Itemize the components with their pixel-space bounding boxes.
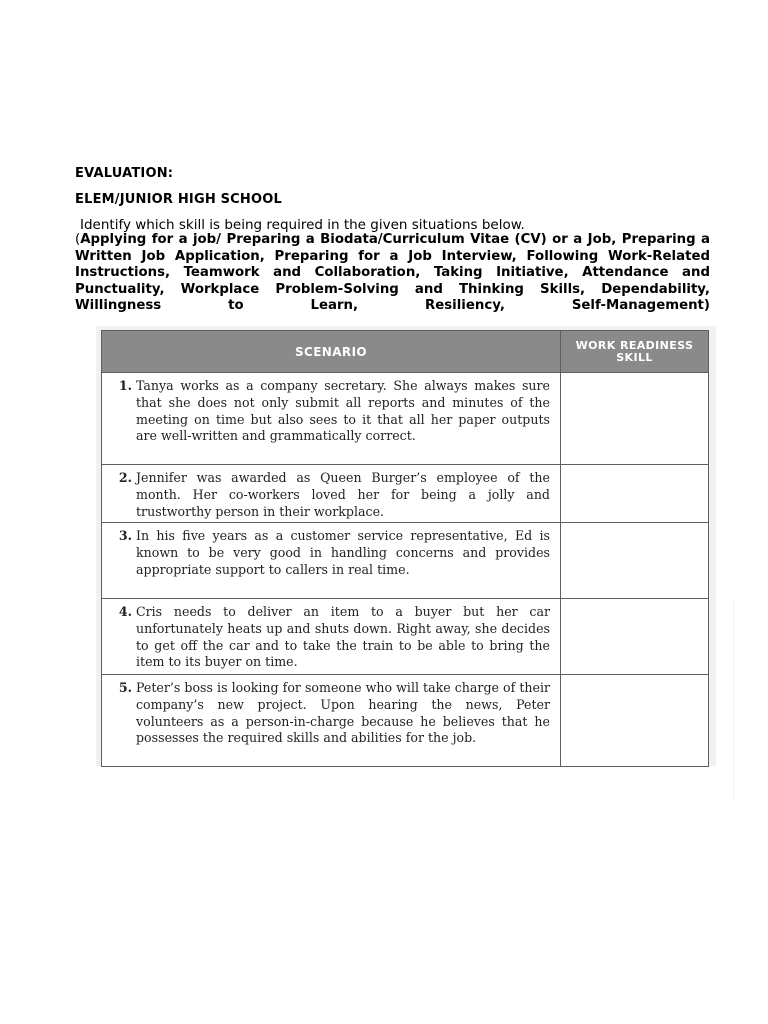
- skill-answer-cell[interactable]: [561, 599, 709, 675]
- skill-answer-cell[interactable]: [561, 523, 709, 599]
- scenario-cell: [102, 675, 561, 767]
- scenario-table: [101, 330, 709, 767]
- scenario-number: 3.: [118, 528, 132, 543]
- table-row: [102, 465, 709, 523]
- table-row: [102, 373, 709, 465]
- scenario-number: 5.: [118, 680, 132, 695]
- skill-answer-cell[interactable]: [561, 373, 709, 465]
- scenario-number: 4.: [118, 604, 132, 619]
- skill-answer-cell[interactable]: [561, 675, 709, 767]
- level-heading: ELEM/JUNIOR HIGH SCHOOL: [75, 192, 282, 207]
- scenario-text: Jennifer was awarded as Queen Burger’s employee of the month. Her co-workers loved her for being a jolly and trustworthy person in their workplace.: [136, 470, 550, 519]
- table-row: [102, 599, 709, 675]
- scenario-number: 1.: [118, 378, 132, 393]
- scenario-cell: [102, 523, 561, 599]
- skills-open-paren: (: [75, 232, 81, 247]
- scenario-column-header: SCENARIO: [102, 331, 561, 373]
- scenario-number: 2.: [118, 470, 132, 485]
- scenario-cell: [102, 373, 561, 465]
- table-header-row: [102, 331, 709, 373]
- scenario-text: Tanya works as a company secretary. She always makes sure that she does not only submit all reports and minutes of the meeting on time but also sees to it that all her paper outputs are well-written and grammatically correct.: [136, 378, 550, 444]
- skill-answer-cell[interactable]: [561, 465, 709, 523]
- skill-column-header: WORK READINESS SKILL: [561, 331, 709, 373]
- skills-list-text: Applying for a job/ Preparing a Biodata/Curriculum Vitae (CV) or a Job, Preparing a Written Job Application, Preparing for a Job Interview, Following Work-Related Instructions, Teamwork and Collaboration, Taking Initiative, Attendance and Punctuality, Workplace Problem-Solving and Thinking Skills, Dependability, Willingness to Learn, Resiliency, Self-Management): [75, 232, 710, 313]
- table-row: [102, 523, 709, 599]
- scenario-cell: [102, 465, 561, 523]
- scenario-text: Peter’s boss is looking for someone who will take charge of their company’s new project. Upon hearing the news, Peter volunteers as a person-in-charge because he believes that he possesses the required skills and abilities for the job.: [136, 680, 550, 746]
- instruction-text: Identify which skill is being required in the given situations below.: [80, 217, 525, 233]
- evaluation-heading: EVALUATION:: [75, 166, 174, 181]
- scenario-text: Cris needs to deliver an item to a buyer but her car unfortunately heats up and shuts down. Right away, she decides to get off the car and to take the train to be able to bring the item to its buyer on time.: [136, 604, 550, 670]
- table-row: [102, 675, 709, 767]
- scenario-text: In his five years as a customer service representative, Ed is known to be very good in handling concerns and provides appropriate support to callers in real time.: [136, 528, 550, 577]
- page-edge-divider: [733, 600, 734, 800]
- scenario-cell: [102, 599, 561, 675]
- skills-list: [75, 232, 710, 315]
